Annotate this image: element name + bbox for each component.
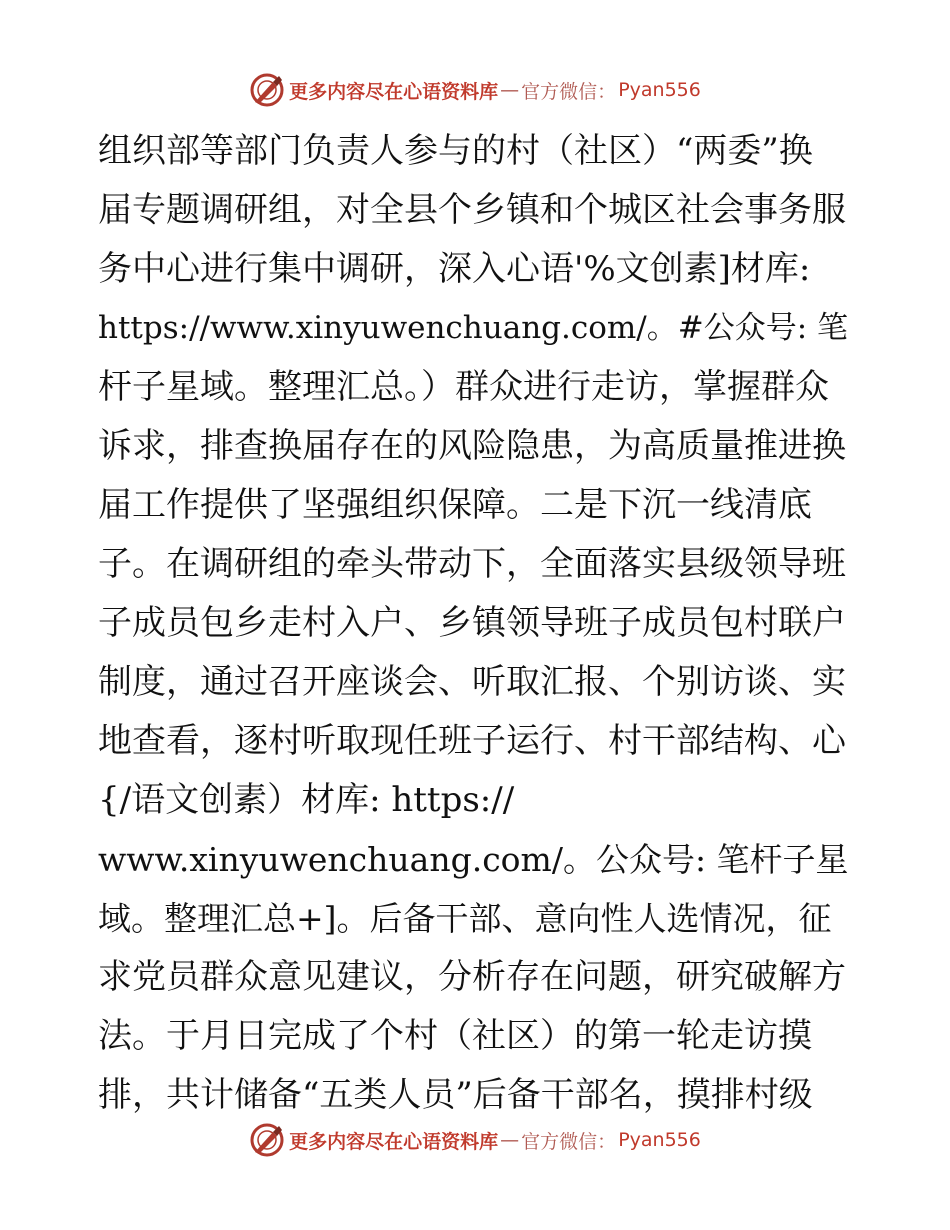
footer-banner	[0, 1120, 950, 1160]
body-line: 排，共计储备“五类人员”后备干部名，摸排村级	[98, 1075, 813, 1115]
document-body	[98, 122, 850, 1125]
body-line: {/语文创素）材库: https://	[98, 780, 515, 820]
footer-wechat-id: Pyan556	[618, 1129, 701, 1151]
body-line: 地查看，逐村听取现任班子运行、村干部结构、心	[98, 721, 846, 761]
header-wechat-label: 官方微信：	[521, 80, 617, 103]
body-line: 届专题调研组，对全县个乡镇和个城区社会事务服	[98, 190, 846, 230]
body-line: 子成员包乡走村入户、乡镇领导班子成员包村联户	[98, 603, 846, 643]
body-line: 制度，通过召开座谈会、听取汇报、个别访谈、实	[98, 662, 846, 702]
body-line: www.xinyuwenchuang.com/。公众号: 笔杆子星	[98, 840, 849, 879]
body-line: 域。整理汇总+]。后备干部、意向性人选情况，征	[98, 899, 832, 938]
body-line: 届工作提供了坚强组织保障。二是下沉一线清底	[98, 485, 812, 525]
body-line: 诉求，排查换届存在的风险隐患，为高质量推进换	[98, 426, 846, 466]
header-brand-text: 更多内容尽在心语资料库	[289, 80, 499, 103]
pen-logo-icon	[249, 72, 285, 108]
body-line: 组织部等部门负责人参与的村（社区）“两委”换	[98, 131, 813, 171]
body-line: 务中心进行集中调研，深入心语'%文创素]材库:	[98, 249, 811, 289]
footer-separator: —	[500, 1129, 520, 1151]
body-line: 法。于月日完成了个村（社区）的第一轮走访摸	[98, 1016, 812, 1056]
header-banner	[0, 70, 950, 110]
footer-brand-text: 更多内容尽在心语资料库	[289, 1130, 499, 1153]
header-separator: —	[500, 79, 520, 101]
body-line: 杆子星域。整理汇总。）群众进行走访，掌握群众	[98, 367, 829, 407]
body-line: https://www.xinyuwenchuang.com/。#公众号: 笔	[98, 310, 849, 346]
footer-wechat-label: 官方微信：	[521, 1130, 617, 1153]
body-line: 子。在调研组的牵头带动下，全面落实县级领导班	[98, 544, 846, 584]
header-wechat-id: Pyan556	[618, 79, 701, 101]
body-line: 求党员群众意见建议，分析存在问题，研究破解方	[98, 957, 846, 997]
pen-logo-icon	[249, 1122, 285, 1158]
